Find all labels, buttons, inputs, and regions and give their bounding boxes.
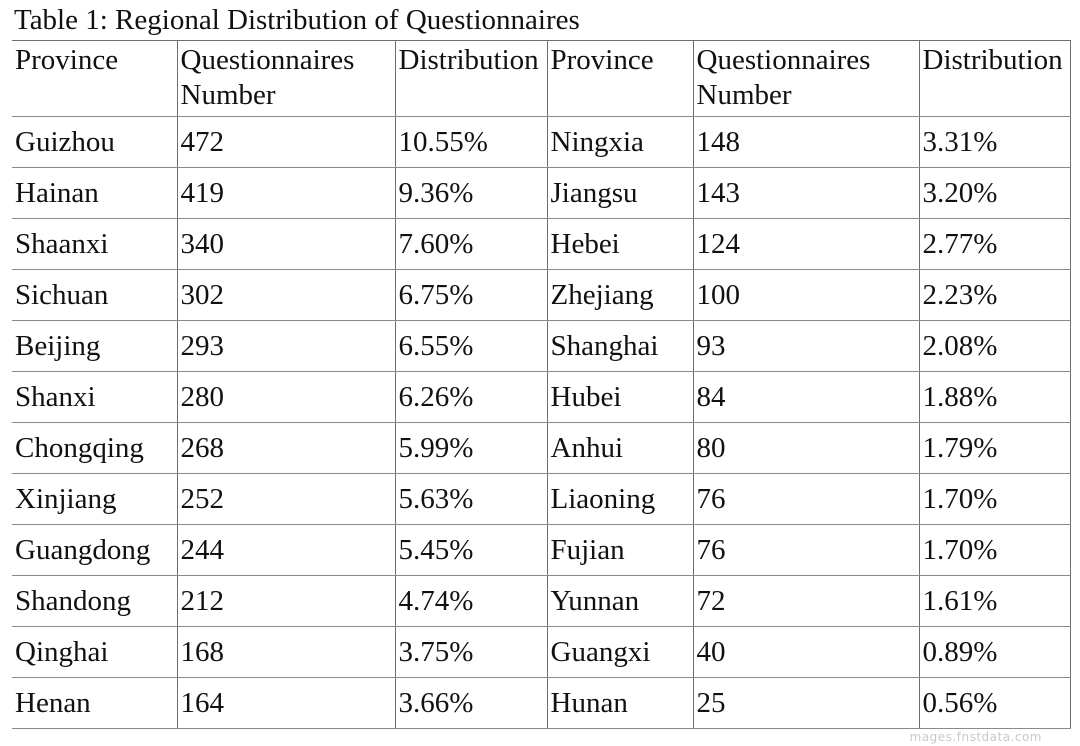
cell-number: 212 [177, 576, 395, 627]
cell-province: Shanxi [12, 372, 177, 423]
cell-number: 252 [177, 474, 395, 525]
header-questionnaires-number [693, 41, 919, 117]
header-province: Province [12, 41, 177, 117]
cell-number: 124 [693, 219, 919, 270]
cell-distribution: 4.74% [395, 576, 547, 627]
cell-number: 268 [177, 423, 395, 474]
cell-distribution: 6.55% [395, 321, 547, 372]
cell-province: Ningxia [547, 117, 693, 168]
table-row [12, 321, 1070, 372]
cell-distribution: 1.61% [919, 576, 1070, 627]
cell-number: 148 [693, 117, 919, 168]
cell-number: 80 [693, 423, 919, 474]
cell-distribution: 2.23% [919, 270, 1070, 321]
cell-number: 100 [693, 270, 919, 321]
cell-number: 93 [693, 321, 919, 372]
table-row [12, 219, 1070, 270]
header-distribution: Distribution [395, 41, 547, 117]
table-row [12, 423, 1070, 474]
table-row [12, 270, 1070, 321]
table-row [12, 627, 1070, 678]
cell-number: 293 [177, 321, 395, 372]
table-caption: Table 1: Regional Distribution of Questionnaires [14, 4, 580, 36]
cell-province: Guizhou [12, 117, 177, 168]
header-number-line2: Number [696, 79, 792, 111]
cell-distribution: 0.56% [919, 678, 1070, 729]
cell-distribution: 1.70% [919, 525, 1070, 576]
cell-province: Beijing [12, 321, 177, 372]
cell-province: Hebei [547, 219, 693, 270]
cell-province: Shanghai [547, 321, 693, 372]
cell-distribution: 3.31% [919, 117, 1070, 168]
header-questionnaires-number [177, 41, 395, 117]
cell-distribution: 9.36% [395, 168, 547, 219]
cell-province: Liaoning [547, 474, 693, 525]
cell-province: Xinjiang [12, 474, 177, 525]
cell-province: Hainan [12, 168, 177, 219]
cell-province: Sichuan [12, 270, 177, 321]
cell-distribution: 5.99% [395, 423, 547, 474]
cell-distribution: 2.77% [919, 219, 1070, 270]
cell-number: 472 [177, 117, 395, 168]
cell-distribution: 3.66% [395, 678, 547, 729]
cell-number: 76 [693, 525, 919, 576]
cell-number: 76 [693, 474, 919, 525]
header-number-line2: Number [180, 79, 276, 111]
cell-distribution: 7.60% [395, 219, 547, 270]
cell-number: 302 [177, 270, 395, 321]
cell-province: Yunnan [547, 576, 693, 627]
cell-province: Jiangsu [547, 168, 693, 219]
cell-province: Henan [12, 678, 177, 729]
cell-province: Chongqing [12, 423, 177, 474]
header-row [12, 41, 1070, 117]
cell-distribution: 10.55% [395, 117, 547, 168]
table-row [12, 372, 1070, 423]
cell-distribution: 5.63% [395, 474, 547, 525]
watermark: mages.fnstdata.com [909, 730, 1042, 744]
cell-number: 168 [177, 627, 395, 678]
cell-distribution: 3.75% [395, 627, 547, 678]
cell-number: 340 [177, 219, 395, 270]
cell-number: 84 [693, 372, 919, 423]
cell-province: Shandong [12, 576, 177, 627]
table-row [12, 525, 1070, 576]
cell-distribution: 3.20% [919, 168, 1070, 219]
cell-distribution: 5.45% [395, 525, 547, 576]
cell-distribution: 1.70% [919, 474, 1070, 525]
header-distribution: Distribution [919, 41, 1070, 117]
cell-number: 143 [693, 168, 919, 219]
cell-province: Zhejiang [547, 270, 693, 321]
distribution-table [12, 40, 1071, 729]
cell-number: 72 [693, 576, 919, 627]
cell-province: Guangxi [547, 627, 693, 678]
cell-number: 280 [177, 372, 395, 423]
cell-province: Guangdong [12, 525, 177, 576]
table-row [12, 678, 1070, 729]
header-province: Province [547, 41, 693, 117]
table-row [12, 117, 1070, 168]
cell-province: Anhui [547, 423, 693, 474]
cell-province: Hunan [547, 678, 693, 729]
cell-province: Shaanxi [12, 219, 177, 270]
cell-distribution: 6.26% [395, 372, 547, 423]
cell-distribution: 1.79% [919, 423, 1070, 474]
table-row [12, 474, 1070, 525]
cell-distribution: 2.08% [919, 321, 1070, 372]
cell-province: Qinghai [12, 627, 177, 678]
cell-number: 419 [177, 168, 395, 219]
cell-number: 25 [693, 678, 919, 729]
header-number-line1: Questionnaires [180, 44, 355, 76]
cell-distribution: 0.89% [919, 627, 1070, 678]
table-row [12, 576, 1070, 627]
header-number-line1: Questionnaires [696, 44, 871, 76]
cell-number: 164 [177, 678, 395, 729]
cell-number: 40 [693, 627, 919, 678]
table-row [12, 168, 1070, 219]
cell-distribution: 6.75% [395, 270, 547, 321]
cell-province: Hubei [547, 372, 693, 423]
cell-province: Fujian [547, 525, 693, 576]
cell-distribution: 1.88% [919, 372, 1070, 423]
cell-number: 244 [177, 525, 395, 576]
